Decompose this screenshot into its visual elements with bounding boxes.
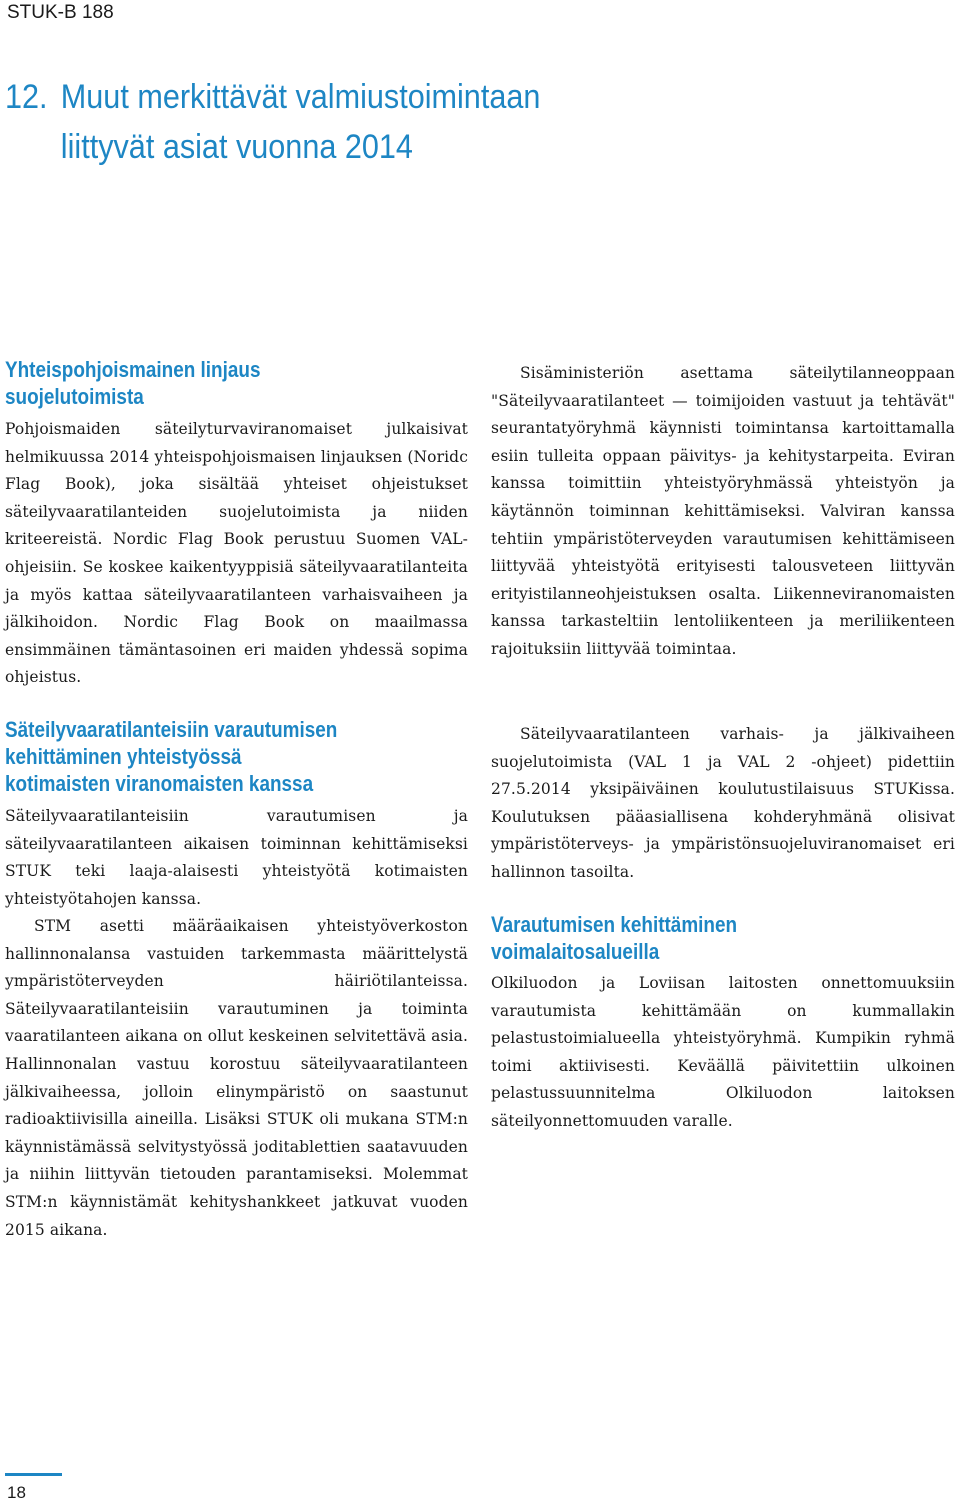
chapter-title-text1: Muut merkittävät valmiustoimintaan [60, 78, 541, 116]
paragraph-val-training: Säteilyvaaratilanteen varhais- ja jälkivaiheen suojelutoimista (VAL 1 ja VAL 2 -ohjeet) pidettiin 27.5.2014 yksipäiväinen koulutustilaisuus STUKissa. Koulutuksen pääasiallisena kohderyhmänä olisivat ympäristöterveys- ja ympäristönsuojeluviranomaiset eri hallinnon tasoilta. [491, 725, 955, 881]
publication-code: STUK-B 188 [7, 2, 114, 23]
section-heading-nordic: Yhteispohjoismainen linjaus suojelutoimista [5, 357, 261, 409]
footer-rule [5, 1473, 62, 1476]
page-number: 18 [7, 1483, 26, 1502]
paragraph-stm-network: STM asetti määräaikaisen yhteistyöverkoston hallinnonalansa vastuiden tarkemmasta määrittelystä ympäristöterveyden häiriötilanteissa. Säteilyvaaratilanteisiin varautuminen ja toiminta vaaratilanteen aikana on ollut keskeinen selvitettävä asia. Hallinnonalan vastuu korostuu säteilyvaaratilanteen jälkivaiheessa, jolloin elinympäristö on saastunut radioaktiivisilla aineilla. Lisäksi STUK oli mukana STM:n käynnistämässä selvitystyössä joditablettien saatavuuden ja niihin liittyvän tietouden parantamiseksi. Molemmat STM:n käynnistämät kehityshankkeet jatkuvat vuoden 2015 aikana. [5, 917, 468, 1239]
chapter-title [5, 72, 815, 172]
chapter-title-line1 [5, 72, 815, 122]
section-heading-power-plants: Varautumisen kehittäminen voimalaitosalueilla [491, 912, 738, 964]
chapter-title-line2: liittyvät asiat vuonna 2014 [60, 128, 413, 166]
chapter-number: 12. [5, 78, 48, 116]
section-heading-domestic-cooperation: Säteilyvaaratilanteisiin varautumisen kehittäminen yhteistyössä kotimaisten viranomaisten kanssa [5, 717, 338, 796]
paragraph-domestic-cooperation: Säteilyvaaratilanteisiin varautumisen ja säteilyvaaratilanteen aikaisen toiminnan kehittämiseksi STUK teki laaja-alaisesti yhteistyötä kotimaisten yhteistyötahojen kanssa. [5, 807, 468, 908]
paragraph-ministry-guide: Sisäministeriön asettama säteilytilanneoppaan "Säteilyvaaratilanteet — toimijoiden vastuut ja tehtävät" seurantatyöryhmä käynnisti toimintansa kartoittamalla esiin tulleita oppaan päivitys- ja kehitystarpeita. Eviran kanssa toimittiin yhteistyöryhmässä yhteistyön ja käytännön toiminnan kehittämiseksi. Valviran kanssa tehtiin ympäristöterveyden varautumisen kehittämiseen liittyvää yhteistyötä erityisesti talousveteen liittyvän erityistilanneohjeistuksen osalta. Liikenneviranomaisten kanssa tarkasteltiin lentoliikenteen ja meriliikenteen rajoituksiin liittyvää toimintaa. [491, 364, 955, 658]
paragraph-nordic-flag-book: Pohjoismaiden säteilyturvaviranomaiset julkaisivat helmikuussa 2014 yhteispohjoismaisen linjauksen (Noridc Flag Book), joka sisältää yhteiset ohjeistukset säteilyvaaratilanteiden suojelutoimista ja niiden kriteereistä. Nordic Flag Book perustuu Suomen VAL-ohjeisiin. Se koskee kaikentyyppisiä säteilyvaaratilanteita ja myös kattaa säteilyvaaratilanteen varhaisvaiheen ja jälkihoidon. Nordic Flag Book on maailmassa ensimmäinen tämäntasoinen eri maiden yhdessä sopima ohjeistus. [5, 420, 468, 687]
paragraph-power-plants: Olkiluodon ja Loviisan laitosten onnettomuuksiin varautumista kehittämään on kummallakin pelastustoimialueella yhteistyöryhmä. Kumpikin ryhmä toimi aktiivisesti. Keväällä päivitettiin ulkoinen pelastussuunnitelma Olkiluodon laitoksen säteilyonnettomuuden varalle. [491, 974, 955, 1130]
